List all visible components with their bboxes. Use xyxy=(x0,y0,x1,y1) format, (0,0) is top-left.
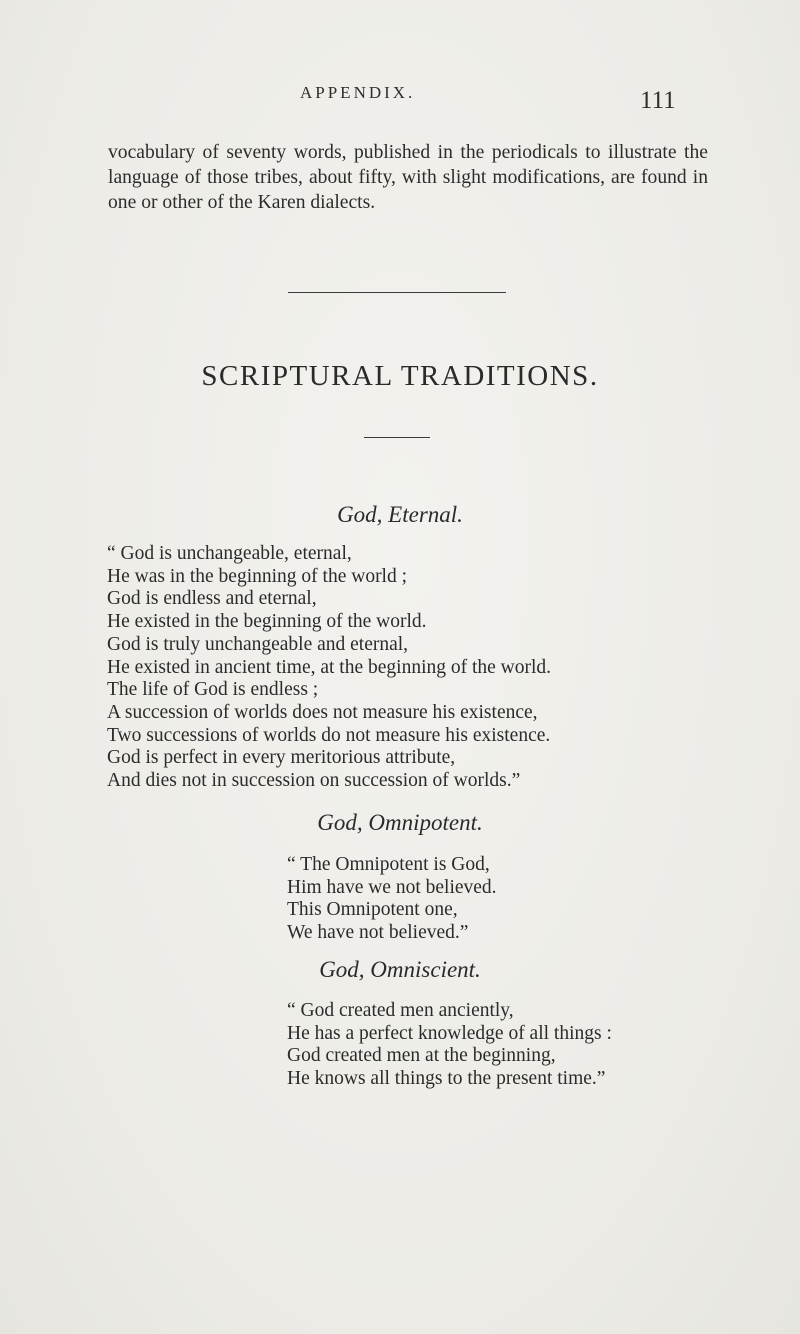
verse-line: This Omnipotent one, xyxy=(287,899,458,921)
verse-line: We have not believed.” xyxy=(287,922,469,944)
section-divider-bottom xyxy=(364,437,430,438)
running-title: APPENDIX. xyxy=(300,83,416,102)
verse-line: The life of God is endless ; xyxy=(107,679,319,701)
verse-line: He was in the beginning of the world ; xyxy=(107,565,408,587)
verse-line: God is truly unchangeable and eternal, xyxy=(107,633,409,655)
verse-line: And dies not in succession on succession of worlds.” xyxy=(107,770,521,792)
verse-line: He existed in the beginning of the world. xyxy=(107,611,427,633)
verse-line: Him have we not believed. xyxy=(287,876,497,898)
verse-line: He knows all things to the present time.” xyxy=(287,1068,606,1090)
subheading-god-omnipotent: God, Omnipotent. xyxy=(317,810,483,835)
verse-line: “ The Omnipotent is God, xyxy=(287,854,490,875)
verse-god-eternal xyxy=(107,543,551,793)
section-title: SCRIPTURAL TRADITIONS. xyxy=(201,360,599,392)
verse-line: God is perfect in every meritorious attribute, xyxy=(107,747,456,769)
subheading-god-eternal: God, Eternal. xyxy=(337,502,463,527)
section-divider-top xyxy=(288,292,506,293)
verse-line: God is endless and eternal, xyxy=(107,588,317,610)
verse-line: He existed in ancient time, at the beginning of the world. xyxy=(107,656,552,678)
verse-god-omniscient xyxy=(287,1000,612,1091)
verse-line: “ God is unchangeable, eternal, xyxy=(107,543,352,564)
verse-god-omnipotent xyxy=(287,854,497,945)
page-number: 111 xyxy=(640,87,676,114)
verse-line: Two successions of worlds do not measure his existence. xyxy=(107,724,551,746)
intro-paragraph: vocabulary of seventy words, published in the periodicals to illustrate the language of those tribes, about fifty, with slight modifications, are found in one or other of the Karen dialects. xyxy=(108,142,708,213)
verse-line: A succession of worlds does not measure his existence, xyxy=(107,701,538,723)
verse-line: God created men at the beginning, xyxy=(287,1045,556,1067)
subheading-god-omniscient: God, Omniscient. xyxy=(319,957,481,982)
verse-line: “ God created men anciently, xyxy=(287,1000,514,1021)
running-head xyxy=(0,83,800,113)
verse-line: He has a perfect knowledge of all things : xyxy=(287,1022,612,1044)
